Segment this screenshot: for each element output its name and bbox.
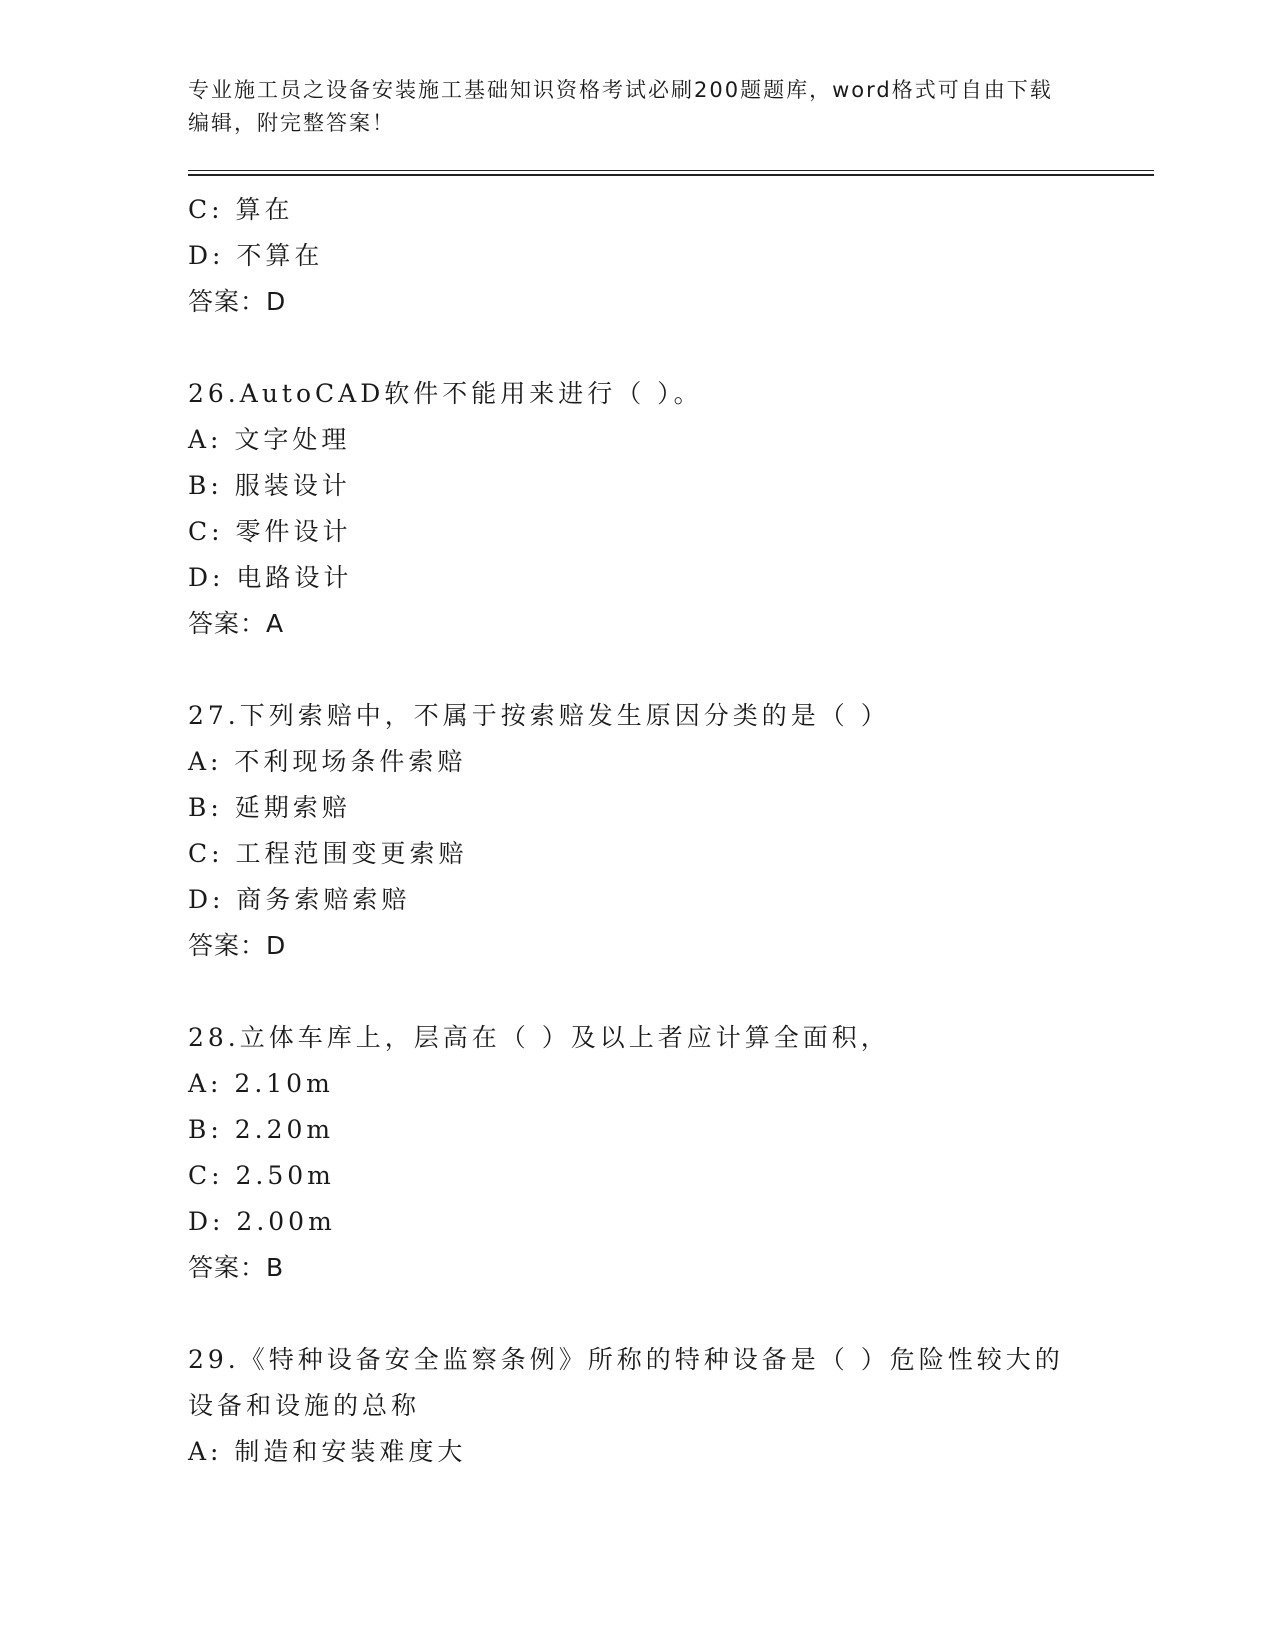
option-d: D: 2.00m [188, 1207, 336, 1236]
option-b: B: 延期索赔 [188, 793, 351, 822]
option-c: C: 工程范围变更索赔 [188, 839, 468, 868]
option-d: D: 不算在 [188, 241, 324, 270]
answer-line: 答案：D [188, 287, 287, 316]
question-block [188, 693, 1088, 969]
option-a: A: 文字处理 [188, 425, 351, 454]
option-a: A: 2.10m [188, 1069, 334, 1098]
question-text: 27.下列索赔中，不属于按索赔发生原因分类的是（ ） [188, 701, 890, 730]
question-block [188, 1015, 1088, 1291]
answer-line: 答案：B [188, 1253, 285, 1282]
option-b: B: 服装设计 [188, 471, 351, 500]
question-block [188, 187, 1088, 325]
option-c: C: 2.50m [188, 1161, 335, 1190]
question-list [188, 187, 1088, 1475]
option-c: C: 零件设计 [188, 517, 352, 546]
header-divider-thick [188, 174, 1154, 176]
question-text: 29.《特种设备安全监察条例》所称的特种设备是（ ）危险性较大的设备和设施的总称 [188, 1345, 1064, 1420]
spacer [188, 647, 1088, 693]
question-block [188, 371, 1088, 647]
spacer [188, 325, 1088, 371]
option-a: A: 不利现场条件索赔 [188, 747, 467, 776]
option-b: B: 2.20m [188, 1115, 335, 1144]
option-d: D: 商务索赔索赔 [188, 885, 411, 914]
option-d: D: 电路设计 [188, 563, 353, 592]
spacer [188, 1291, 1088, 1337]
option-a: A: 制造和安装难度大 [188, 1437, 467, 1466]
spacer [188, 969, 1088, 1015]
answer-line: 答案：A [188, 609, 285, 638]
question-block [188, 1337, 1088, 1475]
header-divider-thin [188, 170, 1154, 171]
option-c: C: 算在 [188, 195, 294, 224]
question-text: 28.立体车库上，层高在（ ）及以上者应计算全面积， [188, 1023, 890, 1052]
answer-line: 答案：D [188, 931, 287, 960]
document-header: 专业施工员之设备安装施工基础知识资格考试必刷200题题库，word格式可自由下载编辑，附完整答案！ [188, 78, 1053, 135]
question-text: 26.AutoCAD软件不能用来进行（ ）。 [188, 379, 703, 408]
